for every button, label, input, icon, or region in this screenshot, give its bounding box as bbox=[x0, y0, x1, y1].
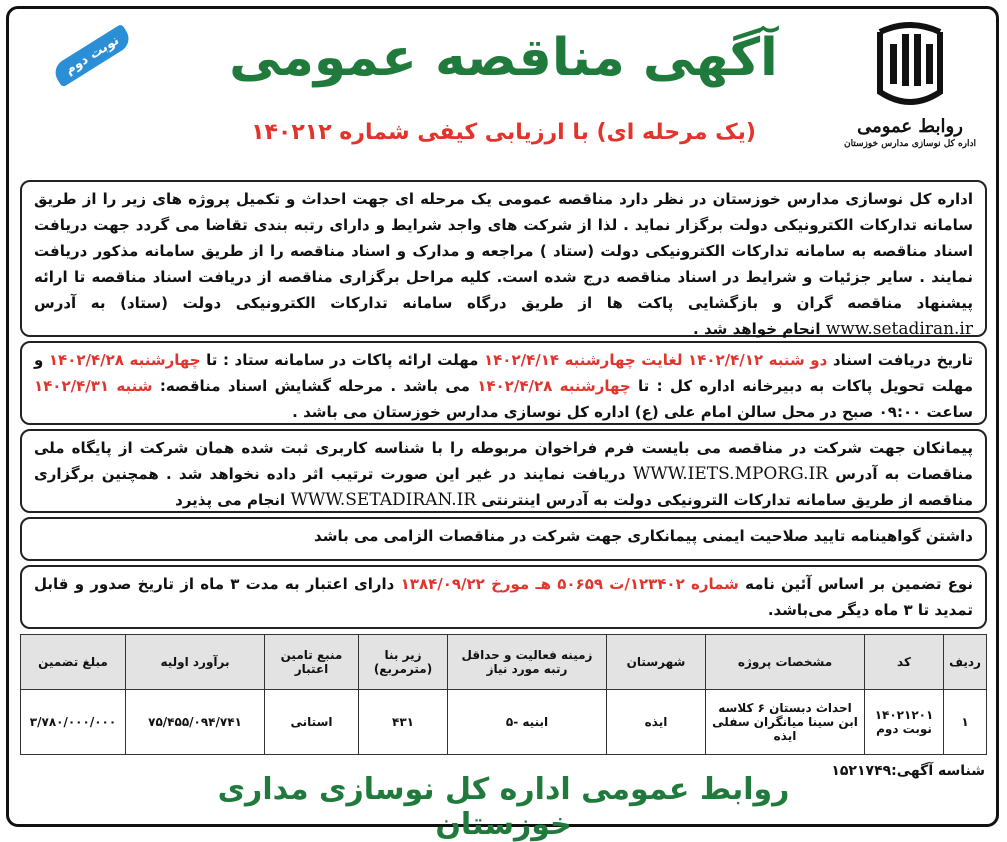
cell-project: احداث دبستان ۶ کلاسه ابن سینا میانگران سفلی ایذه bbox=[706, 690, 865, 755]
guarantee-paragraph bbox=[20, 565, 987, 629]
footer-title: روابط عمومی اداره کل نوسازی مداری خوزستان bbox=[217, 772, 790, 842]
intro-paragraph bbox=[20, 180, 987, 337]
reg-a: پیمانکان جهت شرکت در مناقصه می بایست فرم فراخوان مربوطه را با شناسه کاربری ثبت شده همان شرکت از پایگاه ملی مناقصات به آدرس bbox=[34, 439, 973, 483]
col-area-header: زیر بنا (مترمربع) bbox=[359, 635, 448, 690]
guarantee-a: نوع تضمین بر اساس آئین نامه bbox=[745, 575, 973, 593]
dates-i: ساعت ۰۹:۰۰ صبح در محل سالن امام علی (ع) اداره کل نوسازی مدارس خوزستان می باشد . bbox=[292, 403, 973, 421]
setadiran-link-2[interactable]: WWW.SETADIRAN.IR bbox=[290, 490, 477, 510]
iets-link[interactable]: WWW.IETS.MPORG.IR bbox=[632, 464, 829, 484]
col-row-header: ردیف bbox=[944, 635, 987, 690]
col-source-header: منبع تامین اعتبار bbox=[265, 635, 359, 690]
cell-source: استانی bbox=[265, 690, 359, 755]
cell-activity: ابنیه -۵ bbox=[448, 690, 607, 755]
projects-table bbox=[20, 634, 987, 755]
cell-city: ایذه bbox=[607, 690, 706, 755]
cell-estimate: ۷۵/۴۵۵/۰۹۴/۷۴۱ bbox=[126, 690, 265, 755]
dates-g: می باشد . مرحله گشایش اسناد مناقصه: bbox=[159, 377, 470, 395]
logo bbox=[835, 22, 985, 172]
intro-text: اداره کل نوسازی مدارس خوزستان در نظر دارد مناقصه عمومی یک مرحله ای جهت احداث و تکمیل پروژه های زیر را از طریق سامانه تدارکات الکترونیکی دولت برگزار نماید . لذا از شرکت های واجد شرایط و دارای رتبه بندی تقاضا می گردد جهت دریافت اسناد مناقصه به سامانه تدارکات الکترونیکی دولت (ستاد ) مراجعه و مدارک و اسناد مناقصه را از طریق سامانه مذکور دریافت نمایند . سایر جزئیات و شرایط در اسناد مناقصه درج شده است. کلیه مراحل برگزاری مناقصه از دریافت اسناد مناقصه تا ارائه پیشنهاد مناقصه گران و بازگشایی پاکت ها از طریق درگاه سامانه تدارکات الکترونیکی دولت (ستاد) به آدرس bbox=[34, 190, 973, 312]
dates-c: مهلت ارائه پاکات در سامانه ستاد : تا bbox=[206, 351, 479, 369]
col-code-header: کد bbox=[865, 635, 944, 690]
cell-area: ۴۳۱ bbox=[359, 690, 448, 755]
registration-paragraph bbox=[20, 429, 987, 513]
col-estimate-header: برآورد اولیه bbox=[126, 635, 265, 690]
safety-paragraph bbox=[20, 517, 987, 561]
logo-title: روابط عمومی bbox=[857, 116, 963, 137]
intro-after: انجام خواهد شد . bbox=[693, 320, 821, 338]
ad-code: شناسه آگهی:۱۵۲۱۷۴۹ bbox=[831, 763, 985, 779]
col-guarantee-header: مبلغ تضمین bbox=[21, 635, 126, 690]
col-activity-header: زمینه فعالیت و حداقل رتبه مورد نیاز bbox=[448, 635, 607, 690]
col-city-header: شهرستان bbox=[607, 635, 706, 690]
guarantee-c: دارای اعتبار به مدت ۳ ماه از تاریخ صدور و قابل تمدید تا ۳ ماه دیگر می‌باشد. bbox=[34, 575, 973, 619]
dates-d: چهارشنبه ۱۴۰۲/۴/۲۸ bbox=[48, 351, 201, 369]
cell-row: ۱ bbox=[944, 690, 987, 755]
setadiran-link[interactable]: www.setadiran.ir bbox=[825, 319, 973, 339]
guarantee-b: شماره ۱۲۳۴۰۲/ت ۵۰۶۵۹ هـ مورخ ۱۳۸۴/۰۹/۲۲ bbox=[400, 575, 739, 593]
dates-b: دو شنبه ۱۴۰۲/۴/۱۲ لغایت چهارشنبه ۱۴۰۲/۴/۱۴ bbox=[483, 351, 828, 369]
round-badge: نوبت دوم bbox=[50, 23, 134, 87]
page-title: آگهی مناقصه عمومی bbox=[229, 28, 778, 88]
reg-c: انجام می پذیرد bbox=[175, 491, 286, 509]
safety-text: داشتن گواهینامه تایید صلاحیت ایمنی پیمانکاری جهت شرکت در مناقصات الزامی می باشد bbox=[314, 527, 973, 545]
cell-code: ۱۴۰۲۱۲۰۱ نوبت دوم bbox=[865, 690, 944, 755]
table-row bbox=[21, 690, 987, 755]
col-project-header: مشخصات پروژه bbox=[706, 635, 865, 690]
dates-f: چهارشنبه ۱۴۰۲/۴/۲۸ bbox=[477, 377, 631, 395]
dates-a: تاریخ دریافت اسناد bbox=[832, 351, 973, 369]
cell-guarantee: ۳/۷۸۰/۰۰۰/۰۰۰ bbox=[21, 690, 126, 755]
page-subtitle: (یک مرحله ای) با ارزیابی کیفی شماره ۱۴۰۲۱۲ bbox=[251, 120, 756, 145]
reg-b: دریافت نمایند در غیر این صورت ترتیب اثر داده نخواهد شد . همچنین برگزاری مناقصه از طریق سامانه تدارکات الترونیکی دولت به آدرس اینترنتی bbox=[34, 465, 973, 509]
logo-subtitle: اداره کل نوسازی مدارس خوزستان bbox=[843, 139, 977, 149]
emblem-icon bbox=[870, 22, 950, 114]
dates-h: شنبه ۱۴۰۲/۴/۳۱ bbox=[34, 377, 153, 395]
table-header-row bbox=[21, 635, 987, 690]
dates-paragraph bbox=[20, 341, 987, 425]
dates-e: و مهلت تحویل پاکات به دبیرخانه اداره کل : تا bbox=[34, 351, 973, 395]
